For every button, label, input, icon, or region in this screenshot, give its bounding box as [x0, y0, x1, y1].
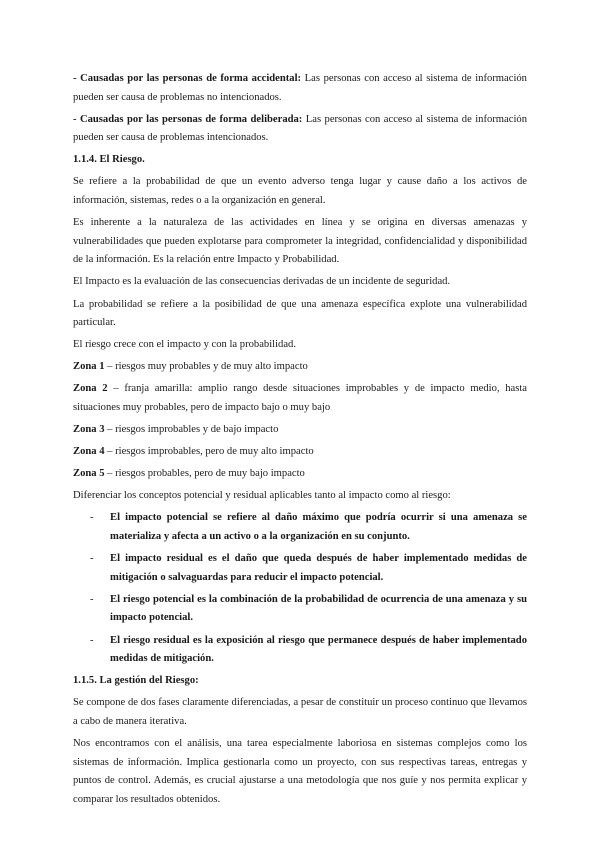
bullet-impacto-residual — [73, 550, 527, 587]
section-heading-management: 1.1.5. La gestión del Riesgo: — [73, 675, 199, 687]
zone-label: Zona 4 — [73, 446, 105, 458]
zone-text: – riesgos muy probables y de muy alto impacto — [104, 361, 308, 373]
threat-accidental-text: Las personas con acceso al sistema de información pueden ser causa de problemas no intencionados. — [73, 73, 527, 103]
probability-definition-paragraph: La probabilidad se refiere a la posibilidad de que una amenaza específica explote una vulnerabilidad particular. — [73, 298, 527, 329]
risk-definition-paragraph: Se refiere a la probabilidad de que un evento adverso tenga lugar y cause daño a los activos de información, sistemas, redes o a la organización en general. — [73, 176, 527, 207]
bullet-dash: - — [90, 634, 94, 646]
zone-label: Zona 3 — [73, 424, 105, 436]
bullet-text: El riesgo residual es la exposición al riesgo que permanece después de haber implementado medidas de mitigación. — [110, 634, 527, 665]
threat-deliberate-text: Las personas con acceso al sistema de información pueden ser causa de problemas intencionados. — [73, 113, 527, 144]
threat-accidental-paragraph — [73, 70, 527, 107]
zone-text: – franja amarilla: amplio rango desde situaciones improbables y de impacto medio, hasta situaciones muy probables, pero de impacto bajo o muy bajo — [73, 383, 527, 413]
zone-2-paragraph — [73, 380, 527, 417]
zone-text: – riesgos probables, pero de muy bajo impacto — [104, 468, 305, 480]
document-body — [73, 70, 527, 813]
bullet-dash: - — [90, 553, 94, 565]
section-heading-risk: 1.1.4. El Riesgo. — [73, 154, 145, 166]
differentiate-paragraph: Diferenciar los conceptos potencial y residual aplicables tanto al impacto como al riesgo: — [73, 490, 451, 502]
zone-1-paragraph — [73, 358, 527, 377]
bullet-impacto-potencial — [73, 509, 527, 546]
threat-deliberate-paragraph — [73, 111, 527, 148]
zone-5-paragraph — [73, 465, 527, 484]
zone-label: Zona 5 — [73, 468, 105, 480]
zone-label: Zona 1 — [73, 361, 105, 373]
risk-grows-paragraph: El riesgo crece con el impacto y con la probabilidad. — [73, 339, 296, 351]
zone-4-paragraph — [73, 443, 527, 462]
zone-text: – riesgos improbables y de bajo impacto — [104, 424, 279, 436]
risk-inherent-paragraph: Es inherente a la naturaleza de las actividades en línea y se origina en diversas amenazas y vulnerabilidades que pueden explotarse para comprometer la integridad, confidencialidad y disponibilidad de la información. Es la relación entre Impacto y Probabilidad. — [73, 217, 527, 266]
bullet-riesgo-potencial — [73, 591, 527, 628]
bullet-riesgo-residual — [73, 632, 527, 669]
bullet-dash: - — [90, 512, 94, 524]
threat-accidental-lead: - Causadas por las personas de forma accidental: — [73, 73, 302, 84]
bullet-text: El impacto residual es el daño que queda después de haber implementado medidas de mitigación o salvaguardas para reducir el impacto potencial. — [110, 553, 527, 583]
impact-definition-paragraph: El Impacto es la evaluación de las consecuencias derivadas de un incidente de seguridad. — [73, 276, 451, 288]
management-analysis-paragraph: Nos encontramos con el análisis, una tarea especialmente laboriosa en sistemas complejos como los sistemas de información. Implica gestionarla como un proyecto, con sus respectivas tareas, entregas y puntos de control. Además, es crucial ajustarse a una metodología que nos guíe y nos permita explicar y comparar los resultados obtenidos. — [73, 738, 527, 805]
threat-deliberate-lead: - Causadas por las personas de forma deliberada: — [73, 113, 303, 125]
zone-label: Zona 2 — [73, 383, 108, 395]
zone-text: – riesgos improbables, pero de muy alto impacto — [104, 446, 314, 458]
bullet-text: El riesgo potencial es la combinación de la probabilidad de ocurrencia de una amenaza y su impacto potencial. — [110, 593, 527, 624]
bullet-dash: - — [90, 593, 94, 605]
management-phases-paragraph: Se compone de dos fases claramente diferenciadas, a pesar de constituir un proceso continuo que llevamos a cabo de manera iterativa. — [73, 697, 527, 727]
zone-3-paragraph — [73, 421, 527, 440]
bullet-text: El impacto potencial se refiere al daño máximo que podría ocurrir si una amenaza se materializa y afecta a un activo o a la organización en su conjunto. — [110, 512, 527, 543]
